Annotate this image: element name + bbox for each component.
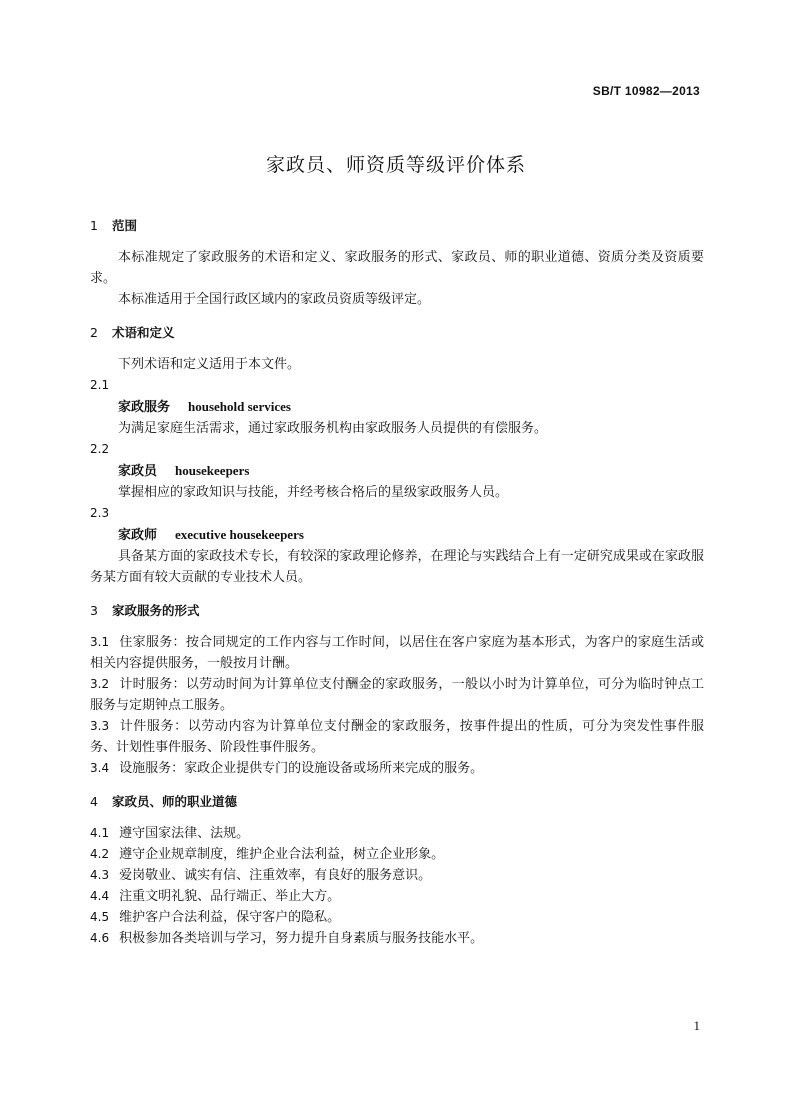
clause-number: 4.2	[90, 847, 110, 861]
paragraph: 下列术语和定义适用于本文件。	[118, 357, 301, 372]
section-heading-scope	[90, 215, 704, 236]
clause	[90, 844, 704, 865]
clause-number: 4.4	[90, 889, 110, 903]
clause-text: 维护客户合法利益，保守客户的隐私。	[119, 910, 341, 925]
clause-number: 3.3	[90, 719, 110, 733]
page-number: 1	[693, 1018, 700, 1033]
clause-text: 注重文明礼貌、品行端正、举止大方。	[119, 889, 341, 904]
section-title: 范围	[112, 218, 138, 233]
term-heading	[90, 396, 704, 418]
term-definition: 掌握相应的家政知识与技能，并经考核合格后的星级家政服务人员。	[118, 485, 509, 500]
term-heading	[90, 460, 704, 482]
term-number: 2.2	[90, 442, 110, 456]
term-number: 2.3	[90, 506, 110, 520]
clause	[90, 865, 704, 886]
clause-text: 设施服务：家政企业提供专门的设施设备或场所来完成的服务。	[119, 761, 484, 776]
term-number: 2.1	[90, 378, 110, 392]
clause-number: 3.1	[90, 635, 110, 649]
section-heading-ethics	[90, 791, 704, 812]
document-title: 家政员、师资质等级评价体系	[265, 154, 526, 176]
section-heading-forms	[90, 600, 704, 621]
clause-text: 积极参加各类培训与学习，努力提升自身素质与服务技能水平。	[119, 931, 484, 946]
section-number: 4	[90, 794, 98, 809]
standard-code: SB/T 10982—2013	[592, 84, 700, 98]
clause-number: 3.2	[90, 677, 110, 691]
term-en: housekeepers	[175, 463, 250, 478]
clause	[90, 758, 704, 779]
clause-number: 4.3	[90, 868, 110, 882]
term-heading	[90, 524, 704, 546]
clause-text: 遵守企业规章制度，维护企业合法利益，树立企业形象。	[119, 847, 445, 862]
clause-text: 计时服务：以劳动时间为计算单位支付酬金的家政服务，一般以小时为计算单位，可分为临时钟点工服务与定期钟点工服务。	[90, 677, 704, 713]
clause	[90, 928, 704, 949]
paragraph: 本标准适用于全国行政区域内的家政员资质等级评定。	[118, 292, 431, 307]
section-title: 术语和定义	[112, 325, 175, 340]
clause	[90, 886, 704, 907]
term-definition: 具备某方面的家政技术专长，有较深的家政理论修养，在理论与实践结合上有一定研究成果或在家政服务某方面有较大贡献的专业技术人员。	[90, 549, 704, 585]
clause-text: 住家服务：按合同规定的工作内容与工作时间，以居住在客户家庭为基本形式，为客户的家庭生活或相关内容提供服务，一般按月计酬。	[90, 635, 704, 671]
document-body	[90, 215, 704, 949]
clause-text: 计件服务：以劳动内容为计算单位支付酬金的家政服务，按事件提出的性质，可分为突发性事件服务、计划性事件服务、阶段性事件服务。	[90, 719, 704, 755]
term-en: executive housekeepers	[175, 527, 304, 542]
term-zh: 家政师	[118, 528, 158, 543]
clause-number: 3.4	[90, 761, 110, 775]
clause	[90, 823, 704, 844]
clause	[90, 907, 704, 928]
clause-number: 4.1	[90, 826, 110, 840]
clause-text: 爱岗敬业、诚实有信、注重效率，有良好的服务意识。	[119, 868, 432, 883]
section-number: 1	[90, 218, 98, 233]
section-heading-terms	[90, 322, 704, 343]
section-number: 2	[90, 325, 98, 340]
term-zh: 家政服务	[118, 400, 171, 415]
clause-number: 4.6	[90, 931, 110, 945]
clause-text: 遵守国家法律、法规。	[119, 826, 250, 841]
term-zh: 家政员	[118, 464, 158, 479]
section-title: 家政员、师的职业道德	[112, 794, 238, 809]
term-en: household services	[188, 399, 291, 414]
term-definition: 为满足家庭生活需求，通过家政服务机构由家政服务人员提供的有偿服务。	[118, 421, 548, 436]
section-number: 3	[90, 603, 98, 618]
clause	[90, 716, 704, 758]
clause	[90, 632, 704, 674]
clause	[90, 674, 704, 716]
paragraph: 本标准规定了家政服务的术语和定义、家政服务的形式、家政员、师的职业道德、资质分类及资质要求。	[90, 250, 704, 286]
section-title: 家政服务的形式	[112, 603, 200, 618]
clause-number: 4.5	[90, 910, 110, 924]
